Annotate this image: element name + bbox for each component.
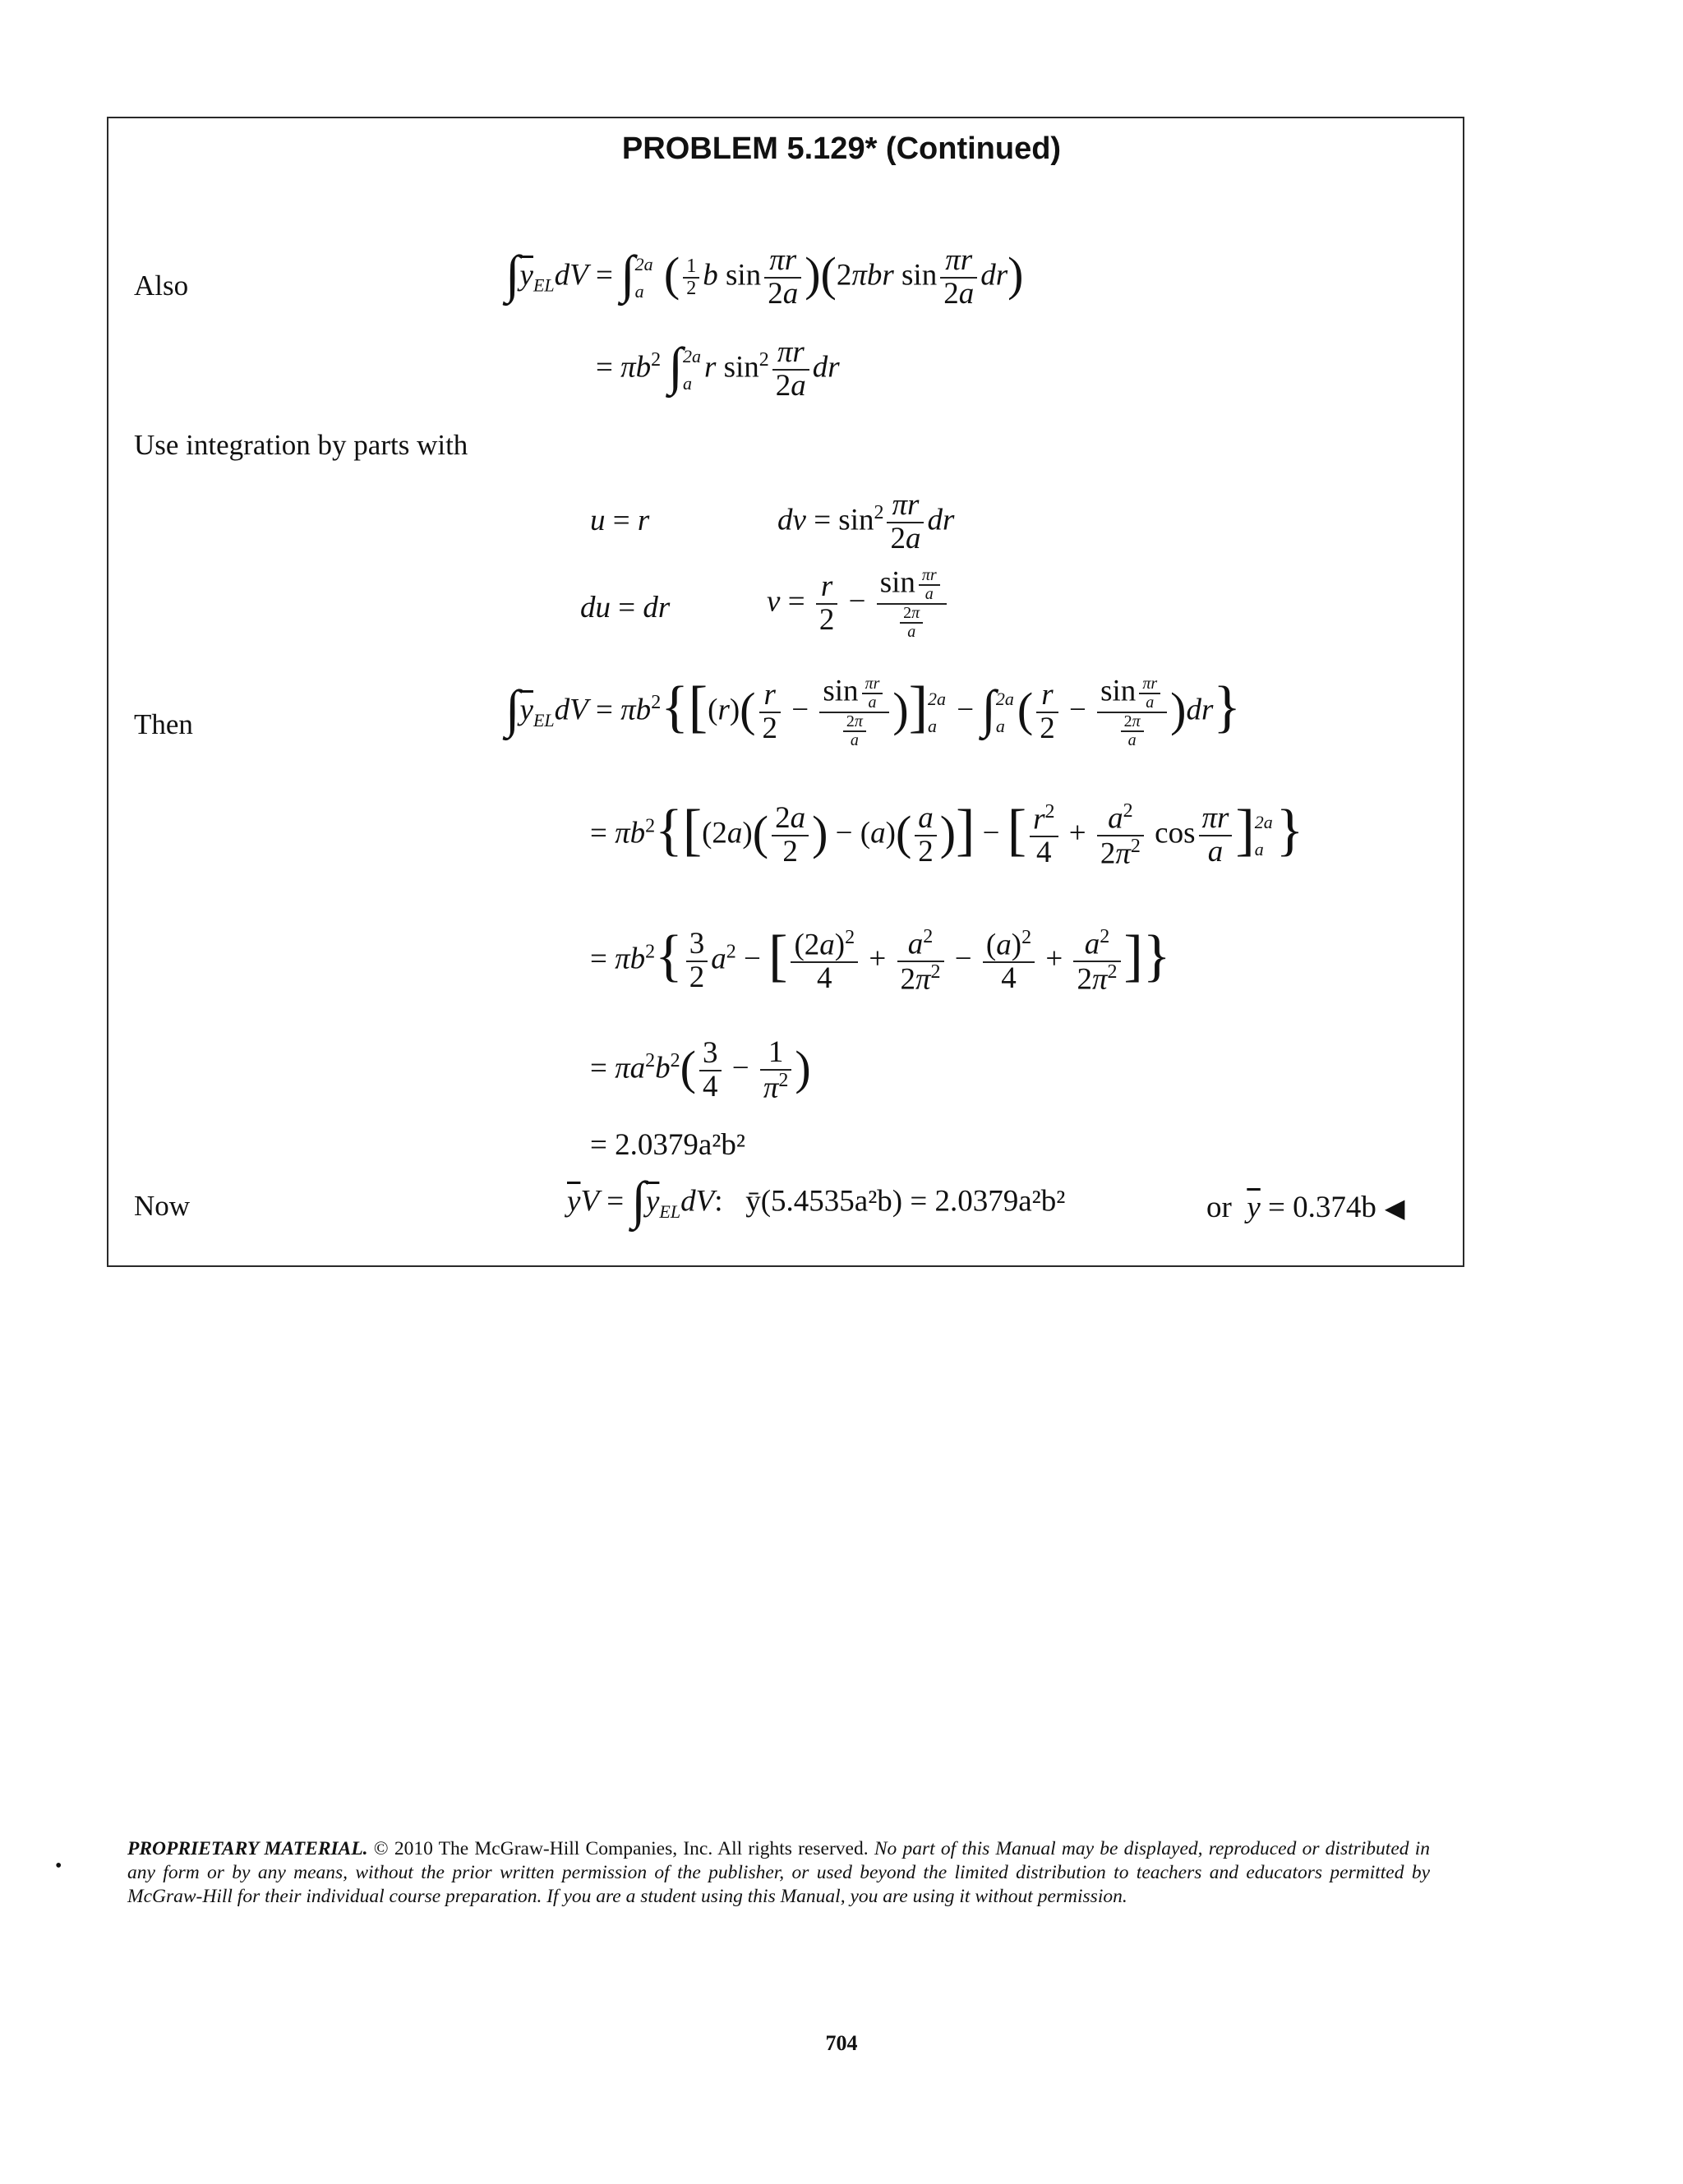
parts-v: v = $\frac{r}{2}$ − sin $\frac{\pi r}{a}$ $\frac{2\pi}{a}$	[767, 567, 950, 641]
label-also: Also	[134, 270, 189, 302]
footer-rest: No part of this Manual may be displayed, reproduced or distributed in any form or by any means, without the prior written permission of the publisher, or used beyond the limited distribution to teachers and educators permitted by McGraw-Hill for their individual course preparation. If you are a student using this Manual, you are using it without permission.	[127, 1838, 1431, 1907]
label-then: Then	[134, 708, 193, 740]
copyright-notice	[127, 1837, 1430, 1909]
centroid-substitution: ȳ(5.4535a²b) = 2.0379a²b²	[745, 1184, 1066, 1219]
problem-title: PROBLEM 5.129* (Continued)	[621, 131, 1062, 166]
equation-numeric-value: = 2.0379a²b²	[590, 1128, 745, 1162]
margin-dot: •	[55, 1855, 62, 1877]
label-now: Now	[134, 1190, 191, 1222]
label-integration-by-parts: Use integration by parts with	[134, 429, 468, 461]
equation-factored: = $\pi a^2b^2$( $\frac{3}{4}$ − $\frac{1}{\pi^2}$ )	[590, 1035, 811, 1105]
page-number: 704	[825, 2031, 858, 2055]
answer-marker-icon: ◀	[1384, 1193, 1405, 1223]
final-answer: or $\overline{y} = 0.374b$ ◀	[1206, 1191, 1405, 1224]
parts-u: u = r	[590, 504, 650, 537]
equation-simplified-integral: = $\pi b^2$ ∫ 2a a r $\sin^2$ $\frac{\pi r}{2a}$ dr	[596, 335, 840, 403]
equation-evaluated: = $\pi b^2\{[(2a)$( $\frac{2a}{2}$ ) − (a)( $\frac{a}{2}$ )] − [ $\frac{r^2}{4}$ + $\frac{a^2}{2\pi^2}$ cos $\frac{\pi r}{a}$ ] 2a a }	[590, 799, 1304, 871]
equation-first-moment: $\int\overline{y}_{EL}dV$ = ∫ 2a a ( $\frac{1}{2}$ b sin $\frac{\pi r}{2a}$ )(2πbr sin $\frac{\pi r}{2a}$ dr)	[505, 243, 1024, 311]
equation-parts-applied: $\int\overline{y}_{EL}dV = \pi b^2\{[(r)$( $\frac{r}{2}$ − sin $\frac{\pi r}{a}$ $\frac{2\pi}{a}$ )] 2a a − ∫ 2a a ( $\frac{r}{2}$ − sin $\frac{\pi r}{a}$ $\frac{2\pi}{a}$ )dr}	[505, 674, 1241, 749]
footer-copyright: © 2010 The McGraw-Hill Companies, Inc. All rights reserved.	[373, 1838, 869, 1859]
answer-or: or	[1206, 1191, 1232, 1224]
parts-dv: dv = $\sin^2$ $\frac{\pi r}{2a}$ dr	[777, 488, 955, 555]
equation-expanded: = $\pi b^2${ $\frac{3}{2}$ $a^2$ − [ $\frac{(2a)^2}{4}$ + $\frac{a^2}{2\pi^2}$ − $\frac{(a)^2}{4}$ + $\frac{a^2}{2\pi^2}$ ]}	[590, 924, 1171, 997]
answer-value: = 0.374b	[1268, 1191, 1376, 1224]
equation-centroid: $\overline{y}V = \int\overline{y}_{EL}dV$: ȳ(5.4535a²b) = 2.0379a²b²	[567, 1171, 1066, 1229]
parts-du: du = dr	[580, 591, 671, 624]
footer-lead: PROPRIETARY MATERIAL.	[127, 1838, 368, 1859]
